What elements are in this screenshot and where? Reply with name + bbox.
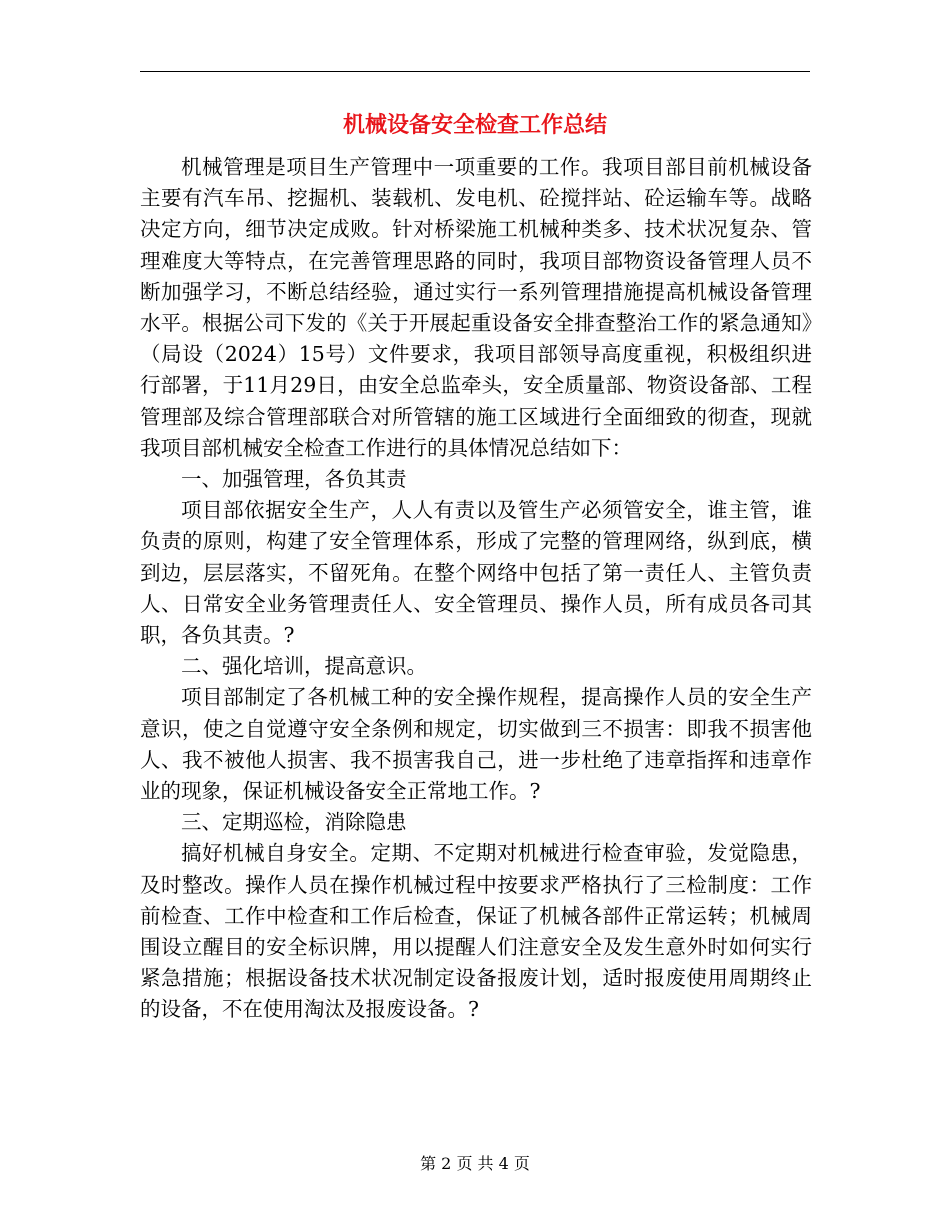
section-heading-1: 一、加强管理，各负其责 [181, 467, 407, 492]
header-rule [140, 71, 810, 72]
page-footer: 第 2 页 共 4 页 [420, 1154, 530, 1173]
section-paragraph-2: 项目部制定了各机械工种的安全操作规程，提高操作人员的安全生产意识，使之自觉遵守安全条例和规定，切实做到三不损害：即我不损害他人、我不被他人损害、我不损害我自己，进一步杜绝了违章指挥和违章作业的现象，保证机械设备安全正常地工作。? [140, 685, 812, 804]
document-title: 机械设备安全检查工作总结 [342, 112, 607, 138]
section-heading-2: 二、强化培训，提高意识。 [181, 654, 427, 679]
section-heading-3: 三、定期巡检，消除隐患 [181, 810, 407, 835]
section-paragraph-1: 项目部依据安全生产，人人有责以及管生产必须管安全，谁主管，谁负责的原则，构建了安全管理体系，形成了完整的管理网络，纵到底，横到边，层层落实，不留死角。在整个网络中包括了第一责任人、主管负责人、日常安全业务管理责任人、安全管理员、操作人员，所有成员各司其职，各负其责。? [140, 498, 812, 648]
document-body [140, 152, 812, 1026]
section-paragraph-3: 搞好机械自身安全。定期、不定期对机械进行检查审验，发觉隐患，及时整改。操作人员在操作机械过程中按要求严格执行了三检制度：工作前检查、工作中检查和工作后检查，保证了机械各部件正常运转；机械周围设立醒目的安全标识牌，用以提醒人们注意安全及发生意外时如何实行紧急措施；根据设备技术状况制定设备报废计划，适时报废使用周期终止的设备，不在使用淘汰及报废设备。? [140, 841, 812, 1022]
intro-paragraph: 机械管理是项目生产管理中一项重要的工作。我项目部目前机械设备主要有汽车吊、挖掘机、装载机、发电机、砼搅拌站、砼运输车等。战略决定方向，细节决定成败。针对桥梁施工机械种类多、技术状况复杂、管理难度大等特点，在完善管理思路的同时，我项目部物资设备管理人员不断加强学习，不断总结经验，通过实行一系列管理措施提高机械设备管理水平。根据公司下发的《关于开展起重设备安全排查整治工作的紧急通知》（局设（2024）15号）文件要求，我项目部领导高度重视，积极组织进行部署，于11月29日，由安全总监牵头，安全质量部、物资设备部、工程管理部及综合管理部联合对所管辖的施工区域进行全面细致的彻查，现就我项目部机械安全检查工作进行的具体情况总结如下： [140, 155, 812, 460]
